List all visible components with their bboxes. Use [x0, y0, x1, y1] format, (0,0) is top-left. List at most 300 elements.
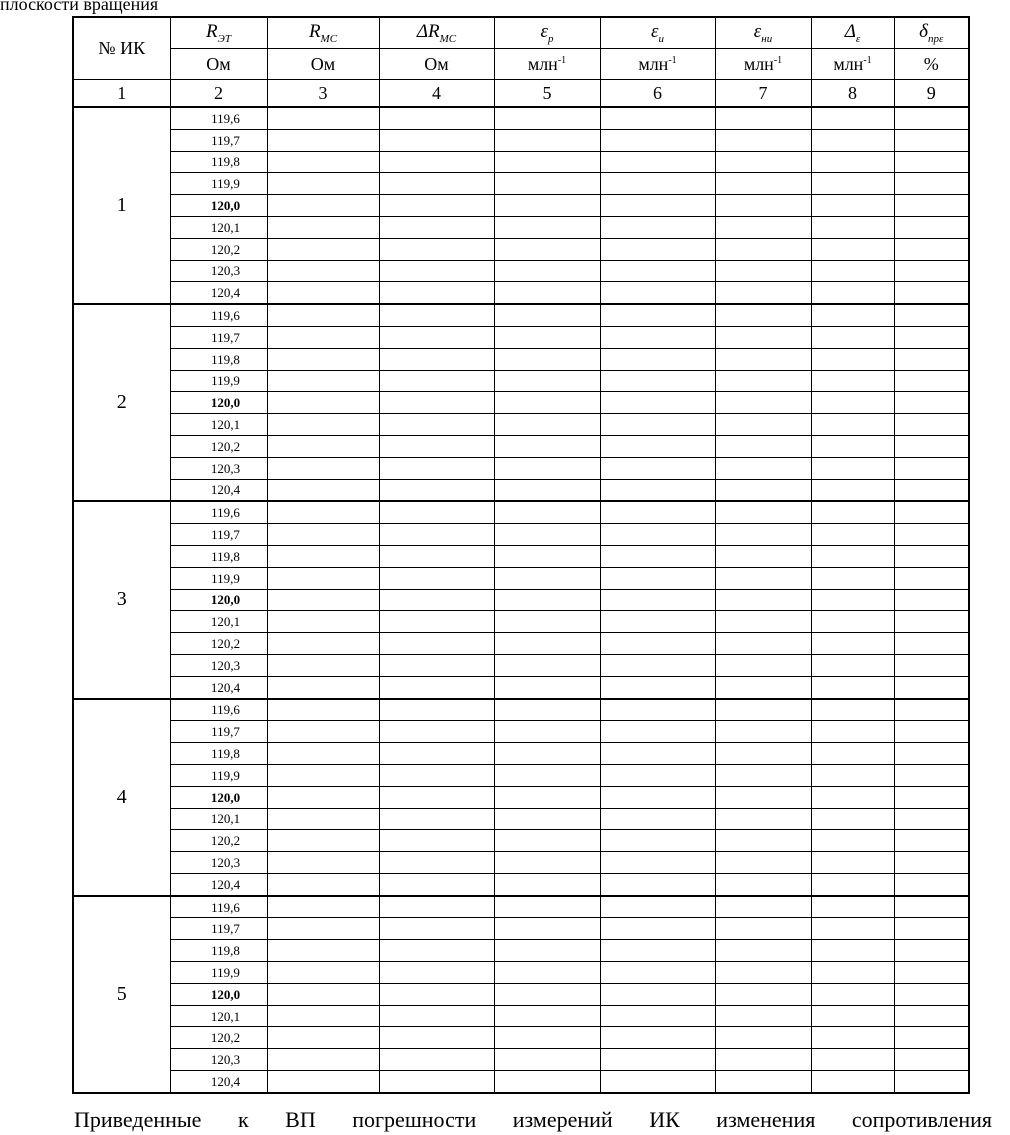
empty-cell: [715, 721, 811, 743]
empty-cell: [379, 129, 494, 151]
empty-cell: [894, 1027, 969, 1049]
ik-number-cell: 3: [73, 501, 170, 698]
resistance-value-cell: 120,1: [170, 1005, 267, 1027]
empty-cell: [811, 764, 894, 786]
empty-cell: [894, 151, 969, 173]
empty-cell: [267, 699, 379, 721]
empty-cell: [811, 216, 894, 238]
empty-cell: [811, 983, 894, 1005]
empty-cell: [600, 501, 715, 523]
empty-cell: [494, 940, 600, 962]
empty-cell: [267, 786, 379, 808]
table-row: [73, 567, 969, 589]
resistance-value-cell: 120,3: [170, 260, 267, 282]
empty-cell: [267, 962, 379, 984]
table-row: [73, 676, 969, 698]
empty-cell: [600, 983, 715, 1005]
col-header-symbol: $\Delta R_{MC}$: [379, 17, 494, 49]
table-row: [73, 611, 969, 633]
empty-cell: [811, 896, 894, 918]
empty-cell: [715, 545, 811, 567]
resistance-value-cell: 120,3: [170, 457, 267, 479]
empty-cell: [894, 479, 969, 501]
resistance-value-cell: 120,2: [170, 830, 267, 852]
empty-cell: [267, 107, 379, 129]
empty-cell: [715, 940, 811, 962]
empty-cell: [267, 633, 379, 655]
empty-cell: [267, 1049, 379, 1071]
empty-cell: [811, 238, 894, 260]
empty-cell: [267, 282, 379, 304]
resistance-value-cell: 119,7: [170, 129, 267, 151]
table-row: [73, 1049, 969, 1071]
empty-cell: [894, 852, 969, 874]
resistance-value-cell: 119,8: [170, 348, 267, 370]
table-row: [73, 1071, 969, 1093]
resistance-value-cell: 120,4: [170, 479, 267, 501]
empty-cell: [600, 1049, 715, 1071]
table-row: [73, 501, 969, 523]
empty-cell: [379, 852, 494, 874]
empty-cell: [715, 896, 811, 918]
empty-cell: [894, 743, 969, 765]
empty-cell: [715, 654, 811, 676]
empty-cell: [267, 1027, 379, 1049]
empty-cell: [811, 370, 894, 392]
empty-cell: [894, 918, 969, 940]
empty-cell: [494, 852, 600, 874]
empty-cell: [267, 501, 379, 523]
empty-cell: [715, 173, 811, 195]
empty-cell: [600, 348, 715, 370]
empty-cell: [267, 983, 379, 1005]
column-number: 1: [73, 80, 170, 108]
empty-cell: [715, 1049, 811, 1071]
empty-cell: [894, 654, 969, 676]
table-row: [73, 830, 969, 852]
empty-cell: [894, 501, 969, 523]
empty-cell: [715, 699, 811, 721]
empty-cell: [494, 479, 600, 501]
empty-cell: [811, 852, 894, 874]
table-row: [73, 852, 969, 874]
empty-cell: [494, 260, 600, 282]
empty-cell: [894, 786, 969, 808]
empty-cell: [379, 195, 494, 217]
empty-cell: [715, 786, 811, 808]
empty-cell: [267, 808, 379, 830]
empty-cell: [600, 721, 715, 743]
col-header-symbol: $\varepsilon_р$: [494, 17, 600, 49]
empty-cell: [267, 479, 379, 501]
table-row: [73, 173, 969, 195]
empty-cell: [811, 940, 894, 962]
empty-cell: [811, 633, 894, 655]
col-header-symbol: $\delta_{пр\varepsilon}$: [894, 17, 969, 49]
empty-cell: [600, 918, 715, 940]
resistance-value-cell: 119,6: [170, 699, 267, 721]
empty-cell: [494, 676, 600, 698]
table-row: [73, 918, 969, 940]
empty-cell: [600, 896, 715, 918]
empty-cell: [811, 611, 894, 633]
empty-cell: [379, 173, 494, 195]
empty-cell: [267, 195, 379, 217]
empty-cell: [600, 282, 715, 304]
empty-cell: [894, 676, 969, 698]
table-row: [73, 545, 969, 567]
empty-cell: [894, 896, 969, 918]
resistance-value-cell: 120,2: [170, 435, 267, 457]
empty-cell: [715, 830, 811, 852]
empty-cell: [811, 260, 894, 282]
bottom-paragraph: Приведенные к ВП погрешности измерений ИК изменения сопротивления: [74, 1107, 992, 1132]
empty-cell: [600, 392, 715, 414]
empty-cell: [811, 348, 894, 370]
resistance-value-cell: 120,0: [170, 786, 267, 808]
empty-cell: [379, 940, 494, 962]
table-row: [73, 326, 969, 348]
col-header-unit: Ом: [170, 49, 267, 80]
empty-cell: [267, 764, 379, 786]
empty-cell: [267, 304, 379, 326]
table-row: [73, 764, 969, 786]
empty-cell: [267, 524, 379, 546]
resistance-value-cell: 119,9: [170, 370, 267, 392]
empty-cell: [715, 852, 811, 874]
empty-cell: [494, 348, 600, 370]
empty-cell: [267, 611, 379, 633]
empty-cell: [494, 392, 600, 414]
empty-cell: [600, 238, 715, 260]
empty-cell: [811, 173, 894, 195]
empty-cell: [494, 983, 600, 1005]
empty-cell: [811, 962, 894, 984]
empty-cell: [379, 962, 494, 984]
resistance-value-cell: 119,6: [170, 896, 267, 918]
empty-cell: [894, 699, 969, 721]
empty-cell: [379, 304, 494, 326]
empty-cell: [894, 524, 969, 546]
col-header-symbol: $R_{MC}$: [267, 17, 379, 49]
empty-cell: [811, 676, 894, 698]
empty-cell: [379, 567, 494, 589]
empty-cell: [600, 699, 715, 721]
table-row: [73, 129, 969, 151]
empty-cell: [267, 326, 379, 348]
empty-cell: [600, 479, 715, 501]
empty-cell: [267, 348, 379, 370]
empty-cell: [600, 1071, 715, 1093]
empty-cell: [600, 216, 715, 238]
empty-cell: [267, 589, 379, 611]
empty-cell: [715, 414, 811, 436]
table-row: [73, 151, 969, 173]
col-header-unit: млн$^{-1}$: [811, 49, 894, 80]
empty-cell: [600, 524, 715, 546]
empty-cell: [379, 524, 494, 546]
column-number: 2: [170, 80, 267, 108]
empty-cell: [600, 1027, 715, 1049]
resistance-value-cell: 119,9: [170, 567, 267, 589]
empty-cell: [494, 107, 600, 129]
empty-cell: [715, 348, 811, 370]
empty-cell: [379, 589, 494, 611]
empty-cell: [600, 830, 715, 852]
empty-cell: [379, 654, 494, 676]
resistance-value-cell: 119,8: [170, 545, 267, 567]
empty-cell: [715, 983, 811, 1005]
col-header-unit: Ом: [267, 49, 379, 80]
header-symbol-row: [73, 17, 969, 49]
table-row: [73, 414, 969, 436]
resistance-value-cell: 120,3: [170, 1049, 267, 1071]
empty-cell: [267, 918, 379, 940]
table-row: [73, 654, 969, 676]
empty-cell: [267, 216, 379, 238]
empty-cell: [894, 414, 969, 436]
empty-cell: [715, 195, 811, 217]
empty-cell: [600, 107, 715, 129]
measurement-table: [72, 16, 970, 1094]
table-row: [73, 699, 969, 721]
empty-cell: [494, 567, 600, 589]
empty-cell: [494, 216, 600, 238]
table-row: [73, 589, 969, 611]
empty-cell: [894, 195, 969, 217]
empty-cell: [600, 764, 715, 786]
empty-cell: [811, 151, 894, 173]
table-row: [73, 633, 969, 655]
empty-cell: [715, 918, 811, 940]
empty-cell: [494, 654, 600, 676]
empty-cell: [267, 260, 379, 282]
ik-number-cell: 1: [73, 107, 170, 304]
table-row: [73, 479, 969, 501]
resistance-value-cell: 119,9: [170, 173, 267, 195]
empty-cell: [811, 721, 894, 743]
table-row: [73, 216, 969, 238]
empty-cell: [379, 326, 494, 348]
table-row: [73, 392, 969, 414]
empty-cell: [894, 282, 969, 304]
empty-cell: [494, 545, 600, 567]
empty-cell: [894, 304, 969, 326]
empty-cell: [715, 216, 811, 238]
table-row: [73, 940, 969, 962]
empty-cell: [811, 699, 894, 721]
resistance-value-cell: 119,8: [170, 743, 267, 765]
empty-cell: [715, 151, 811, 173]
column-number: 6: [600, 80, 715, 108]
table-row: [73, 983, 969, 1005]
empty-cell: [379, 107, 494, 129]
empty-cell: [494, 173, 600, 195]
empty-cell: [267, 151, 379, 173]
empty-cell: [600, 151, 715, 173]
empty-cell: [494, 764, 600, 786]
table-row: [73, 282, 969, 304]
empty-cell: [715, 1005, 811, 1027]
empty-cell: [811, 918, 894, 940]
resistance-value-cell: 119,6: [170, 107, 267, 129]
empty-cell: [379, 896, 494, 918]
empty-cell: [267, 852, 379, 874]
resistance-value-cell: 120,1: [170, 216, 267, 238]
empty-cell: [494, 589, 600, 611]
empty-cell: [811, 414, 894, 436]
empty-cell: [811, 654, 894, 676]
resistance-value-cell: 120,3: [170, 654, 267, 676]
empty-cell: [379, 918, 494, 940]
ik-number-cell: 5: [73, 896, 170, 1093]
resistance-value-cell: 120,0: [170, 392, 267, 414]
table-body: [73, 107, 969, 1093]
empty-cell: [894, 1071, 969, 1093]
empty-cell: [494, 721, 600, 743]
empty-cell: [811, 501, 894, 523]
table-row: [73, 962, 969, 984]
empty-cell: [894, 260, 969, 282]
empty-cell: [494, 195, 600, 217]
empty-cell: [715, 457, 811, 479]
empty-cell: [715, 764, 811, 786]
empty-cell: [811, 326, 894, 348]
empty-cell: [600, 457, 715, 479]
empty-cell: [894, 238, 969, 260]
empty-cell: [494, 1071, 600, 1093]
empty-cell: [894, 216, 969, 238]
empty-cell: [494, 611, 600, 633]
empty-cell: [494, 326, 600, 348]
table-row: [73, 1027, 969, 1049]
empty-cell: [600, 589, 715, 611]
empty-cell: [894, 326, 969, 348]
resistance-value-cell: 120,4: [170, 282, 267, 304]
empty-cell: [811, 1027, 894, 1049]
empty-cell: [267, 392, 379, 414]
resistance-value-cell: 119,8: [170, 151, 267, 173]
table-row: [73, 195, 969, 217]
header-unit-row: [73, 49, 969, 80]
empty-cell: [494, 962, 600, 984]
resistance-value-cell: 119,6: [170, 304, 267, 326]
resistance-value-cell: 120,0: [170, 195, 267, 217]
empty-cell: [894, 1049, 969, 1071]
column-number: 8: [811, 80, 894, 108]
empty-cell: [600, 260, 715, 282]
empty-cell: [811, 1005, 894, 1027]
empty-cell: [811, 524, 894, 546]
empty-cell: [494, 830, 600, 852]
empty-cell: [379, 676, 494, 698]
empty-cell: [600, 435, 715, 457]
empty-cell: [494, 896, 600, 918]
table-row: [73, 370, 969, 392]
ik-number-cell: 2: [73, 304, 170, 501]
empty-cell: [379, 501, 494, 523]
empty-cell: [267, 567, 379, 589]
empty-cell: [379, 633, 494, 655]
resistance-value-cell: 120,1: [170, 414, 267, 436]
column-number: 3: [267, 80, 379, 108]
empty-cell: [379, 392, 494, 414]
page-heading: плоскости вращения: [0, 0, 159, 14]
empty-cell: [494, 457, 600, 479]
empty-cell: [715, 479, 811, 501]
empty-cell: [811, 435, 894, 457]
resistance-value-cell: 119,7: [170, 326, 267, 348]
empty-cell: [894, 435, 969, 457]
empty-cell: [267, 676, 379, 698]
empty-cell: [494, 633, 600, 655]
table-row: [73, 260, 969, 282]
empty-cell: [600, 173, 715, 195]
empty-cell: [379, 1005, 494, 1027]
empty-cell: [894, 129, 969, 151]
empty-cell: [267, 129, 379, 151]
empty-cell: [267, 1071, 379, 1093]
empty-cell: [600, 611, 715, 633]
empty-cell: [811, 304, 894, 326]
empty-cell: [811, 808, 894, 830]
empty-cell: [379, 786, 494, 808]
empty-cell: [379, 1071, 494, 1093]
empty-cell: [379, 808, 494, 830]
empty-cell: [600, 940, 715, 962]
empty-cell: [379, 545, 494, 567]
empty-cell: [494, 1027, 600, 1049]
empty-cell: [600, 567, 715, 589]
empty-cell: [379, 873, 494, 895]
empty-cell: [600, 129, 715, 151]
empty-cell: [715, 743, 811, 765]
empty-cell: [494, 524, 600, 546]
empty-cell: [811, 479, 894, 501]
empty-cell: [379, 238, 494, 260]
empty-cell: [894, 962, 969, 984]
empty-cell: [494, 786, 600, 808]
empty-cell: [811, 1071, 894, 1093]
empty-cell: [715, 326, 811, 348]
table-row: [73, 873, 969, 895]
empty-cell: [267, 414, 379, 436]
empty-cell: [267, 370, 379, 392]
empty-cell: [379, 435, 494, 457]
empty-cell: [267, 1005, 379, 1027]
empty-cell: [494, 370, 600, 392]
empty-cell: [715, 962, 811, 984]
empty-cell: [894, 721, 969, 743]
empty-cell: [894, 830, 969, 852]
empty-cell: [379, 611, 494, 633]
empty-cell: [600, 195, 715, 217]
empty-cell: [894, 764, 969, 786]
resistance-value-cell: 120,0: [170, 589, 267, 611]
empty-cell: [379, 216, 494, 238]
empty-cell: [600, 304, 715, 326]
empty-cell: [267, 435, 379, 457]
empty-cell: [811, 282, 894, 304]
column-number: 5: [494, 80, 600, 108]
empty-cell: [494, 699, 600, 721]
empty-cell: [894, 1005, 969, 1027]
resistance-value-cell: 119,8: [170, 940, 267, 962]
resistance-value-cell: 119,9: [170, 764, 267, 786]
empty-cell: [894, 873, 969, 895]
empty-cell: [600, 1005, 715, 1027]
empty-cell: [715, 501, 811, 523]
